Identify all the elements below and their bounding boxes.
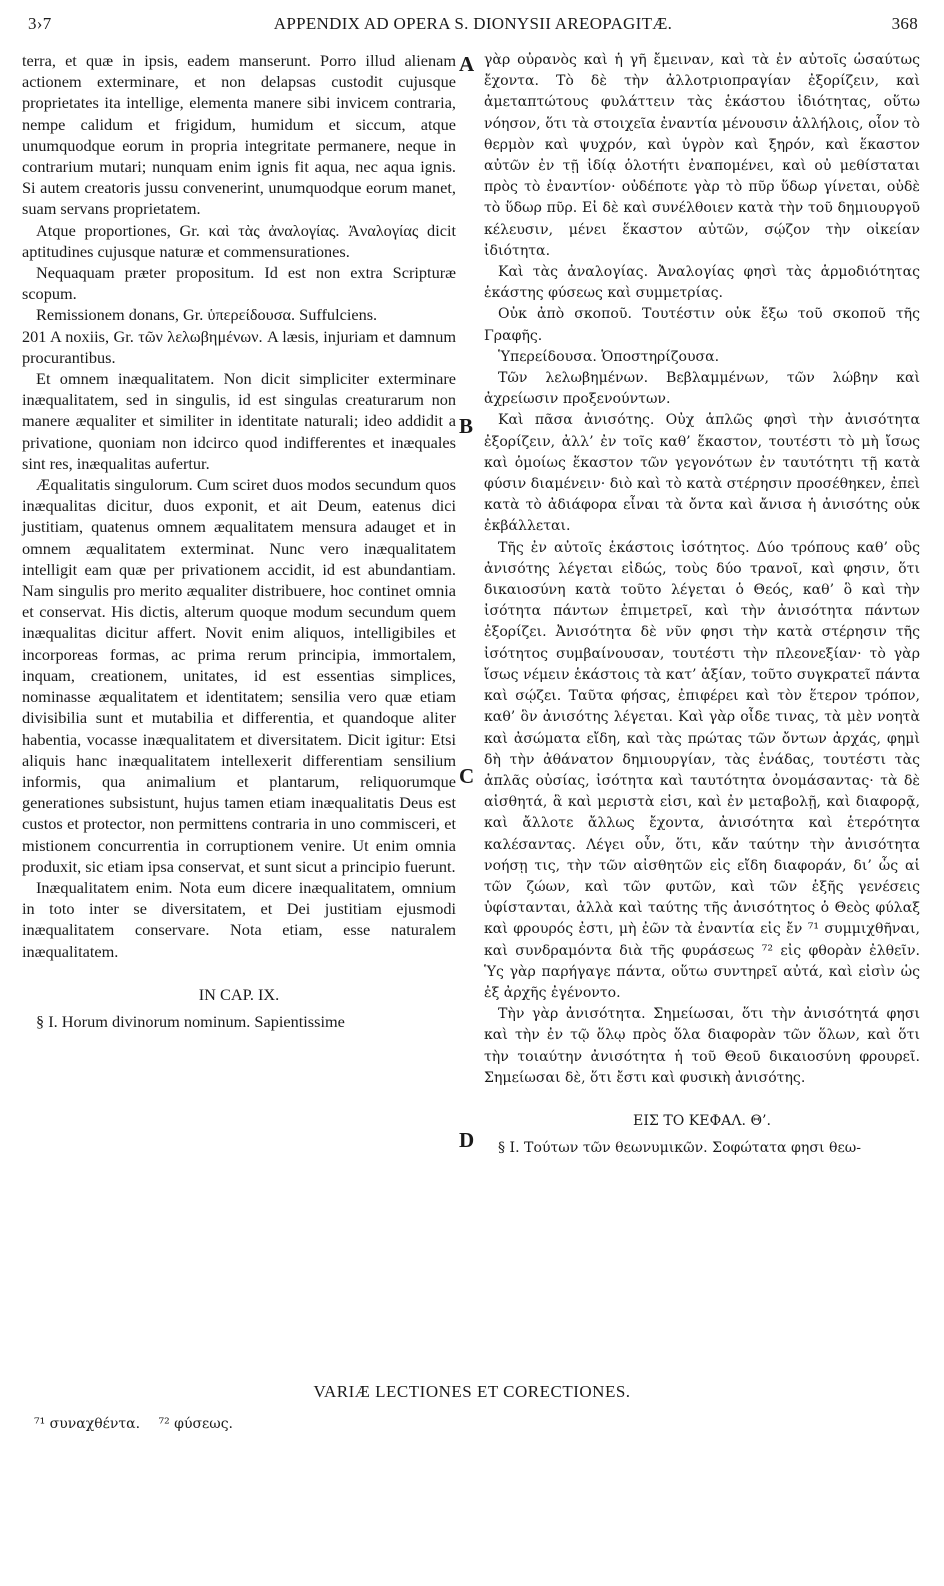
margin-letter-c: C xyxy=(459,764,475,788)
running-header xyxy=(28,14,918,40)
latin-paragraph: Atque proportiones, Gr. καὶ τὰς ἀναλογίας. Ἀναλογίας dicit aptitudines cujusque naturæ et commensurationes. xyxy=(22,220,456,261)
greek-paragraph: γὰρ οὐρανὸς καὶ ἡ γῆ ἔμειναν, καὶ τὰ ἐν αὐτοῖς ὡσαύτως ἔχοντα. Τὸ δὲ τὴν ἀλλοτριοπραγίαν ἐξορίζειν, καὶ ἀμεταπτώτους φυλάττειν τὰς ἑκάστου ἰδιότητας, οὕτω νόησον, ὅτι τὰ στοιχεῖα ἐναντία μένουσιν ἀλλήλοις, οἷον τὸ θερμὸν καὶ ψυχρόν, καὶ ὑγρὸν καὶ ξηρόν, καὶ ἕκαστον αὐτῶν ἐν τῇ ἰδίᾳ ὁλοτήτι ἐναπομένει, καὶ οὐ μεθίσταται πρὸς τὸ ἐναντίον· οὐδέποτε γὰρ τὸ πῦρ ὕδωρ γίνεται, οὐδὲ τὸ ὕδωρ πῦρ. Εἰ δὲ καὶ συνέλθοιεν κατὰ τὴν τοῦ δημιουργοῦ κέλευσιν, μένει ἕκαστον αὐτῶν, σῴζον τὴν οἰκείαν ἰδιότητα. xyxy=(484,52,920,259)
footnotes: ⁷¹ συναχθέντα. ⁷² φύσεως. xyxy=(34,1416,233,1432)
variae-lectiones-heading: VARIÆ LECTIONES ET CORECTIONES. xyxy=(313,1382,631,1401)
greek-paragraph: Τὴν γὰρ ἀνισότητα. Σημείωσαι, ὅτι τὴν ἀνισότητά φησι καὶ τὴν ἐν τῷ ὅλῳ πρὸς ὅλα διαφορὰν τῶν ὅλων, καὶ ὅτι τὴν τοιαύτην ἀνισότητα ἡ τοῦ Θεοῦ δικαιοσύνη φρουρεῖ. Σημείωσαι δὲ, ὅτι ἔστι καὶ φυσικὴ ἀνισότης. xyxy=(484,1006,920,1086)
page-number-right: 368 xyxy=(891,14,918,33)
greek-section-start: § I. Τούτων τῶν θεωνυμικῶν. Σοφώτατα φησι θεω- xyxy=(498,1140,862,1157)
margin-letter-b: B xyxy=(459,414,474,438)
greek-paragraph: Καὶ τὰς ἀναλογίας. Ἀναλογίας φησὶ τὰς ἁρμοδιότητας ἑκάστης φύσεως καὶ συμμετρίας. xyxy=(484,264,920,302)
margin-letter-d: D xyxy=(459,1128,475,1152)
latin-paragraph: Inæqualitatem enim. Nota eum dicere inæqualitatem, omnium in toto inter se diversitatem, et Dei justitiam ejusmodi inæqualitatem conservare. Nota etiam, esse naturalem inæqualitatem. xyxy=(22,877,456,961)
greek-chapter-heading: ΕΙΣ ΤΟ ΚΕΦΑΛ. Θ’. xyxy=(633,1112,771,1129)
page-number-left: 3›7 xyxy=(28,14,52,33)
greek-column xyxy=(484,50,920,1159)
greek-paragraph: Καὶ πᾶσα ἀνισότης. Οὐχ ἁπλῶς φησὶ τὴν ἀνισότητα ἐξορίζειν, ἀλλ’ ἐν τοῖς καθ’ ἕκαστον, τουτέστι τὸ μὴ ἴσως καὶ ὁμοίως ἕκαστον τῶν γεγονότων ἐν ταυτότητι τῇ κατὰ φύσιν διαμένειν· διὸ καὶ τὸ κατὰ στέρησιν προσέθηκεν, ἐπεὶ κατὰ τὸ ἀδιάφορα εἶναι τὰ ὄντα καὶ ἄνισα ἡ ἀνισότης οὐκ ἐκβάλλεται. xyxy=(484,412,920,535)
latin-paragraph: Remissionem donans, Gr. ὑπερείδουσα. Suffulciens. xyxy=(36,305,378,325)
greek-paragraph: Ὑπερείδουσα. Ὁποστηρίζουσα. xyxy=(498,348,720,365)
greek-paragraph: Οὐκ ἀπὸ σκοποῦ. Τουτέστιν οὐκ ἔξω τοῦ σκοποῦ τῆς Γραφῆς. xyxy=(484,306,920,344)
margin-letter-a: A xyxy=(459,52,475,76)
greek-paragraph: Τῆς ἐν αὐτοῖς ἑκάστοις ἰσότητος. Δύο τρόπους καθ’ οὓς ἀνισότης λέγεται εἰδώς, τοὺς δύο τρανοῖ, καὶ φησιν, ὅτι δικαιοσύνη κατὰ τοῦτο λέγεται ὁ Θεός, καθ’ ὃ καὶ τὴν ἰσότητα πάντων ἐπιμετρεῖ, καὶ τὴν ἀνισότητα πάντων ἐξορίζει. Ἀνισότητα δὲ νῦν φησι τὴν κατὰ στέρησιν τῆς ἰσότητος συμβαίνουσαν, τουτέστι τὴν πλεονεξίαν· τὸ γὰρ ἴσως νέμειν ἑκάστοις τὰ κατ’ ἀξίαν, τοῦτο συγκρατεῖ πάντα καὶ σῴζει. Ταῦτα φήσας, ἐπιφέρει καὶ τὸν ἕτερον τρόπον, καθ’ ὃν ἀνισότης λέγεται. Καὶ γὰρ οἶδε τινας, τὰ μὲν νοητὰ καὶ ἀσώματα εἴδη, καὶ τὰς πρώτας τῶν ὄντων ἀρχάς, φημὶ δὴ τὴν ἀθάνατον δημιουργίαν, τὰς ἑνάδας, τουτέστι τὰς ἁπλᾶς οὐσίας, ἰσότητα καὶ ταυτότητα ὀνομάσαντας· τὰ δὲ αἰσθητά, ἃ καὶ μεριστὰ εἰσι, καὶ ἐν μεταβολῇ, καὶ διαφορᾷ, καὶ ἄλλοτε ἄλλως ἔχοντα, ἀνισότητα καὶ ἑτερότητα καλέσαντας. Λέγει οὖν, ὅτι, κἄν ταύτην τὴν ἀνισότητα νοήσῃ τις, τὴν τῶν αἰσθητῶν εἰς εἴδη διαφοράν, δι’ ὧς αἱ τῶν ζώων, καὶ τῶν φυτῶν, καὶ τῶν ἑξῆς γενέσεις ὑφίστανται, ἀλλὰ καὶ ταύτης τῆς ἀνισότητος ὁ Θεὸς φύλαξ καὶ φρουρός ἐστι, μὴ ἐῶν τὰ ἐναντία εἰς ἔν ⁷¹ συμμιχθῆναι, καὶ συνδραμόντα διὰ τῆς φυράσεως ⁷² εἰς φθορὰν ἐλθεῖν. Ὑς γὰρ παρήγαγε πάντα, οὕτω συντηρεῖ αὐτά, καὶ εἰσὶν ὡς ἐξ ἀρχῆς ἐγένοντο. xyxy=(484,539,920,1001)
latin-chapter-heading: IN CAP. IX. xyxy=(198,984,280,1004)
latin-section-start: § I. Horum divinorum nominum. Sapientissime xyxy=(36,1011,345,1031)
running-title: APPENDIX AD OPERA S. DIONYSII AREOPAGITÆ. xyxy=(273,14,673,33)
latin-paragraph: terra, et quæ in ipsis, eadem manserunt. Porro illud alienam actionem exterminare, et non delapsas custodit cujusque proprietates ita intellige, elementa manere sibi invicem contraria, nempe calidum et frigidum, humidum et siccum, atque unumquodque eorum in propria integritate permanere, neque in contrarium mutari; nunquam enim ignis fit aqua, nec aqua ignis. Si autem creatoris jussu convenerint, unumquodque eorum manet, suam servans proprietatem. xyxy=(22,51,456,219)
latin-paragraph: Æqualitatis singulorum. Cum sciret duos modos secundum quos inæqualitas dicitur, duos exponit, et ait Deum, eatenus dici justitiam, quatenus omnem æqualitatem mensura adauget et in omnem æqualitatem exterminat. Nunc vero inæqualitatem intelligit eam quæ per privationem accidit, id est abundantiam. Nam singulis pro merito æqualiter distribuere, hoc continet omnia et conservat. His dictis, alterum quoque modum secundum quem inæqualitas dicitur affert. Novit enim aliquos, intelligibiles et incorporeas formas, ac prima rerum principia, immortalem, inquam, creationem, unitates, id est essentias simplices, nominasse æqualitatem et identitatem; sensilia vero quæ etiam divisibilia sunt et mutabilia et differentia, et quandoque aliter habentia, vocasse inæqualitatem et diversitatem. Dicit igitur: Etsi aliquis hanc inæqualitatem intellexerit differentiam sensilium informis, qua animalium et plantarum, reliquorumque generationes subsistunt, hujus tamen etiam inæqualitatis Deus est custos et protector, non permittens contraria in uno commisceri, et mistionem concurrentia in corruptionem venire. Ut enim omnia produxit, sic etiam ipsa conservat, et sunt sicut a principio fuerunt. xyxy=(22,475,456,876)
latin-paragraph: 201 A noxiis, Gr. τῶν λελωβημένων. A læsis, injuriam et damnum procurantibus. xyxy=(22,326,456,367)
latin-paragraph: Nequaquam præter propositum. Id est non extra Scripturæ scopum. xyxy=(22,263,456,304)
greek-paragraph: Τῶν λελωβημένων. Βεβλαμμένων, τῶν λώβην καὶ ἀχρείωσιν προξενούντων. xyxy=(484,370,920,408)
latin-column xyxy=(22,50,456,1032)
latin-paragraph: Et omnem inæqualitatem. Non dicit simpliciter exterminare inæqualitatem, sed in singulis, id est singulas creaturarum non manere æqualiter et similiter in identitate naturali; ideo addidit a privatione, quoniam non idcirco quod indifferentes et inæquales sint res, inæqualitas aufertur. xyxy=(22,369,456,473)
